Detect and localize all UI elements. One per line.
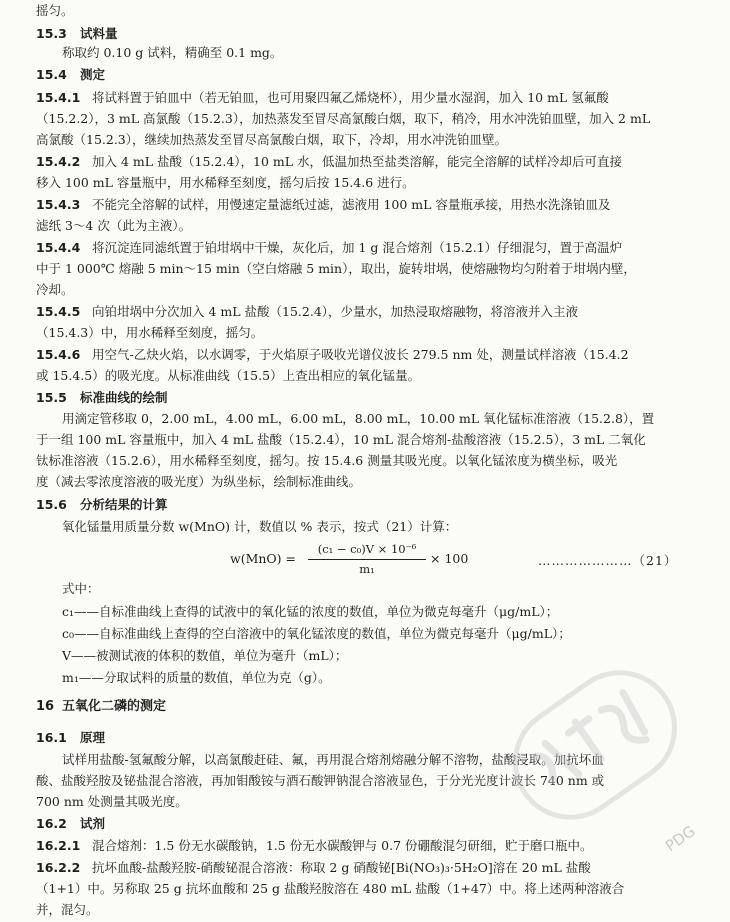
clause-number: 15.4.1 [36, 90, 81, 105]
section-heading-16 [36, 698, 708, 716]
section-number: 15.4 [36, 67, 67, 82]
paragraph-16-2-1 [36, 837, 708, 855]
text-line: 700 nm 处测量其吸光度。 [36, 794, 188, 809]
text-line: 加入 4 mL 盐酸（15.2.4），10 mL 水，低温加热至盐类溶解，能完全溶解的试样冷却后可直接 [92, 154, 623, 169]
text-line: 钛标准溶液（15.2.6），用水稀释至刻度，摇匀。按 15.4.6 测量其吸光度。以氧化锰浓度为横坐标，吸光 [36, 453, 618, 468]
formula-denominator: m₁ [359, 562, 375, 576]
paragraph-15-4-4 [36, 239, 708, 257]
text-line: 用滴定管移取 0，2.00 mL，4.00 mL，6.00 mL，8.00 mL，10.00 mL 氧化锰标准溶液（15.2.8），置 [62, 411, 655, 426]
paragraph-15-4-5 [36, 303, 708, 321]
formula-numerator: (c₁ − c₀)V × 10⁻⁶ [317, 542, 417, 556]
text-line: 于一组 100 mL 容量瓶中，加入 4 mL 盐酸（15.2.4），10 mL 混合熔剂-盐酸溶液（15.2.5），3 mL 二氧化 [36, 432, 646, 447]
text-line: 冷却。 [36, 282, 74, 297]
clause-number: 16.2.1 [36, 838, 81, 853]
text-line: 将试料置于铂皿中（若无铂皿，也可用聚四氟乙烯烧杯），用少量水湿润，加入 10 mL 氢氟酸 [92, 90, 609, 105]
clause-number: 15.4.4 [36, 240, 81, 255]
section-heading-15-4 [36, 66, 708, 84]
text-line: 或 15.4.5）的吸光度。从标准曲线（15.5）上查出相应的氧化锰量。 [36, 368, 421, 383]
section-heading-15-5 [36, 389, 708, 407]
text-line: 氧化锰量用质量分数 w(MnO) 计，数值以 % 表示，按式（21）计算： [62, 519, 458, 534]
clause-number: 15.4.6 [36, 347, 81, 362]
text-line: 用空气-乙炔火焰，以水调零，于火焰原子吸收光谱仪波长 279.5 nm 处，测量试样溶液（15.4.2 [92, 347, 629, 362]
section-number: 15.5 [36, 390, 67, 405]
text-line: 摇匀。 [36, 3, 74, 18]
formula-factor: × 100 [430, 551, 469, 566]
fraction-bar [308, 559, 426, 560]
text-line: 并，混匀。 [36, 902, 99, 917]
paragraph-15-4-1 [36, 89, 708, 107]
text-line: 向铂坩埚中分次加入 4 mL 盐酸（15.2.4），少量水，加热浸取熔融物，将溶液并入主液 [92, 304, 579, 319]
text-line: 度（减去零浓度溶液的吸光度）为纵坐标，绘制标准曲线。 [36, 474, 362, 489]
text-line: （1+1）中。另称取 25 g 抗坏血酸和 25 g 盐酸羟胺溶在 480 mL 盐酸（1+47）中。将上述两种溶液合 [36, 881, 625, 896]
definition-line: m₁——分取试料的质量的数值，单位为克（g）。 [62, 670, 331, 685]
text-line: 中于 1 000℃ 熔融 5 min～15 min（空白熔融 5 min），取出，旋转坩埚，使熔融物均匀附着于坩埚内壁， [36, 261, 636, 276]
section-title: 五氧化二磷的测定 [62, 699, 167, 714]
paragraph-15-4-6 [36, 346, 708, 364]
paragraph-15-4-3 [36, 196, 708, 214]
section-title: 测定 [80, 67, 106, 82]
definition-line: V——被测试液的体积的数值，单位为毫升（mL）； [62, 648, 348, 663]
formula-21 [0, 540, 730, 580]
text-line: 酸、盐酸羟胺及铋盐混合溶液，再加钼酸铵与酒石酸钾钠混合溶液显色，于分光光度计波长 740 nm 或 [36, 773, 605, 788]
clause-number: 15.4.5 [36, 304, 81, 319]
section-title: 分析结果的计算 [80, 497, 168, 512]
section-title: 试剂 [80, 816, 106, 831]
section-number: 16.1 [36, 730, 67, 745]
section-number: 15.3 [36, 26, 67, 41]
text-line: 称取约 0.10 g 试料，精确至 0.1 mg。 [62, 45, 283, 60]
text-line: （15.2.2），3 mL 高氯酸（15.2.3），加热蒸发至冒尽高氯酸白烟，取下，稍冷，用水冲洗铂皿壁，加入 2 mL [36, 111, 651, 126]
formula-fraction [308, 540, 426, 577]
section-number: 16 [36, 699, 55, 714]
section-heading-15-3 [36, 25, 708, 43]
section-heading-15-6 [36, 496, 708, 514]
text-line: 不能完全溶解的试样，用慢速定量滤纸过滤，滤液用 100 mL 容量瓶承接，用热水洗涤铂皿及 [92, 197, 611, 212]
section-number: 15.6 [36, 497, 67, 512]
formula-reference: …………………（21） [538, 553, 678, 568]
section-number: 16.2 [36, 816, 67, 831]
text-line: 滤纸 3～4 次（此为主液）。 [36, 218, 192, 233]
text-line: 试样用盐酸-氢氟酸分解，以高氯酸赶硅、氟，再用混合熔剂熔融分解不溶物，盐酸浸取。加抗坏血 [62, 752, 604, 767]
watermark-corner-text: PDG [661, 822, 699, 856]
section-heading-16-2 [36, 815, 708, 833]
clause-number: 16.2.2 [36, 860, 81, 875]
paragraph-15-4-2 [36, 153, 708, 171]
definition-line: c₁——自标准曲线上查得的试液中的氧化锰的浓度的数值，单位为微克每毫升（μg/mL）； [62, 604, 559, 619]
clause-number: 15.4.3 [36, 197, 81, 212]
section-heading-16-1 [36, 729, 708, 747]
text-line: （15.4.3）中，用水稀释至刻度，摇匀。 [36, 325, 264, 340]
section-title: 原理 [80, 730, 106, 745]
text-line: 移入 100 mL 容量瓶中，用水稀释至刻度，摇匀后按 15.4.6 进行。 [36, 175, 415, 190]
section-title: 标准曲线的绘制 [80, 390, 168, 405]
text-line: 高氯酸（15.2.3），继续加热蒸发至冒尽高氯酸白烟，取下，冷却，用水冲洗铂皿壁。 [36, 132, 508, 147]
formula-lhs: w(MnO) = [230, 551, 296, 566]
section-title: 试料量 [80, 26, 118, 41]
text-line: 式中： [62, 581, 100, 596]
definition-line: c₀——自标准曲线上查得的空白溶液中的氧化锰浓度的数值，单位为微克每毫升（μg/mL）； [62, 626, 571, 641]
text-line: 抗坏血酸-盐酸羟胺-硝酸铋混合溶液：称取 2 g 硝酸铋[Bi(NO₃)₃·5H₂O]溶在 20 mL 盐酸 [92, 860, 591, 875]
clause-number: 15.4.2 [36, 154, 81, 169]
text-line: 混合熔剂：1.5 份无水碳酸钠，1.5 份无水碳酸钾与 0.7 份硼酸混匀研细，贮于磨口瓶中。 [92, 838, 593, 853]
paragraph-16-2-2 [36, 859, 708, 877]
text-line: 将沉淀连同滤纸置于铂坩埚中干燥，灰化后，加 1 g 混合熔剂（15.2.1）仔细混匀，置于高温炉 [92, 240, 623, 255]
